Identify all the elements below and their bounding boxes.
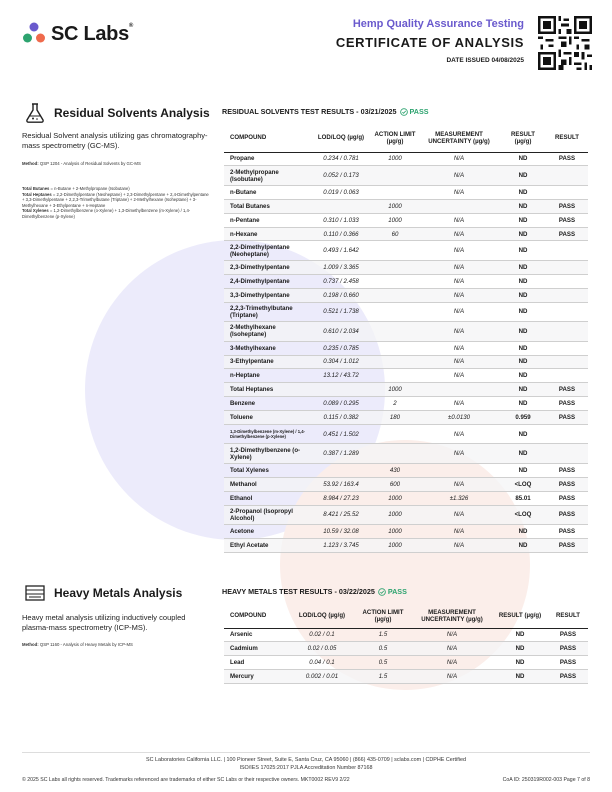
compound-cell: 2,3-Dimethylpentane bbox=[224, 260, 310, 274]
residual-solvents-heading: Residual Solvents Analysis bbox=[24, 102, 210, 124]
compound-cell: 1,3-Dimethylbenzene (m-Xylene) / 1,4-Dimethylbenzene (p-Xylene) bbox=[224, 424, 310, 444]
compound-cell: 2,4-Dimethylpentane bbox=[224, 274, 310, 288]
solvents-description: Residual Solvent analysis utilizing gas chromatography-mass spectrometry (GC-MS). bbox=[22, 131, 208, 150]
compound-cell: Mercury bbox=[224, 670, 290, 684]
table-row bbox=[224, 199, 588, 213]
uncertainty-cell: N/A bbox=[418, 274, 500, 288]
result-value-cell: ND bbox=[500, 424, 546, 444]
lodloq-cell: 0.04 / 0.1 bbox=[290, 656, 354, 670]
total-heptanes-def: Total Heptanes = 2,2-Dimethylpentane (Neoheptane) + 2,3-Dimethylpentane + 2,4-Dimethylpentane + 3,3-Dimethylpentane + 2,2,3-Trimethylbutane (Triptane) + 2-Methylhexane (Isoheptane) + 3-Methylhexane + 3-Ethylpentane + n-Heptane bbox=[22, 191, 209, 208]
compound-cell: Total Heptanes bbox=[224, 383, 310, 397]
result-value-cell: 0.959 bbox=[500, 411, 546, 425]
col-result-value: RESULT (µg/g) bbox=[498, 612, 542, 620]
col-result-status: RESULT bbox=[555, 134, 579, 142]
compound-cell: 2,2,3-Trimethylbutane (Triptane) bbox=[224, 302, 310, 322]
lodloq-cell: 1.123 / 3.745 bbox=[310, 539, 372, 553]
action-limit-cell: 1.5 bbox=[354, 628, 412, 642]
result-value-cell: ND bbox=[500, 444, 546, 464]
table-row bbox=[224, 463, 588, 477]
result-value-cell: ND bbox=[500, 383, 546, 397]
table-row bbox=[224, 411, 588, 425]
metals-results-heading: HEAVY METALS TEST RESULTS - 03/22/2025 PASS bbox=[222, 587, 407, 596]
uncertainty-cell: N/A bbox=[418, 444, 500, 464]
flask-icon bbox=[24, 102, 46, 124]
result-value-cell: ND bbox=[500, 166, 546, 186]
table-row bbox=[224, 152, 588, 166]
qr-code-icon[interactable] bbox=[538, 16, 592, 70]
result-value-cell: ND bbox=[500, 199, 546, 213]
result-status-cell bbox=[546, 369, 588, 383]
table-row bbox=[224, 322, 588, 342]
uncertainty-cell bbox=[418, 383, 500, 397]
check-circle-icon bbox=[378, 588, 386, 596]
result-value-cell: <LOQ bbox=[500, 477, 546, 491]
date-issued: DATE ISSUED 04/08/2025 bbox=[446, 57, 524, 64]
action-limit-cell: 1000 bbox=[372, 539, 418, 553]
result-status-cell: PASS bbox=[548, 670, 588, 684]
metal-bars-icon bbox=[24, 584, 46, 602]
uncertainty-cell: N/A bbox=[418, 477, 500, 491]
result-value-cell: ND bbox=[500, 463, 546, 477]
col-compound: COMPOUND bbox=[230, 612, 267, 620]
table-row bbox=[224, 369, 588, 383]
result-status-cell: PASS bbox=[546, 411, 588, 425]
lodloq-cell: 8.984 / 27.23 bbox=[310, 491, 372, 505]
uncertainty-cell: N/A bbox=[418, 152, 500, 166]
result-value-cell: ND bbox=[500, 322, 546, 342]
uncertainty-cell: N/A bbox=[418, 302, 500, 322]
table-row bbox=[224, 656, 588, 670]
heavy-metals-heading: Heavy Metals Analysis bbox=[24, 584, 182, 602]
uncertainty-cell: N/A bbox=[418, 166, 500, 186]
heavy-metals-table bbox=[224, 604, 588, 684]
table-row bbox=[224, 525, 588, 539]
result-status-cell: PASS bbox=[546, 491, 588, 505]
action-limit-cell: 1000 bbox=[372, 383, 418, 397]
residual-solvents-table bbox=[224, 124, 588, 553]
lodloq-cell: 0.115 / 0.382 bbox=[310, 411, 372, 425]
footer-divider bbox=[22, 752, 590, 753]
solvents-results-heading: RESIDUAL SOLVENTS TEST RESULTS - 03/21/2025 PASS bbox=[222, 107, 429, 116]
result-status-cell bbox=[546, 260, 588, 274]
lodloq-cell: 10.59 / 32.08 bbox=[310, 525, 372, 539]
compound-cell: Cadmium bbox=[224, 642, 290, 656]
uncertainty-cell: N/A bbox=[418, 241, 500, 261]
compound-cell: 3-Ethylpentane bbox=[224, 355, 310, 369]
metals-method: Method: QSP 1160 - Analysis of Heavy Metals by ICP-MS bbox=[22, 642, 133, 647]
result-value-cell: 85.01 bbox=[500, 491, 546, 505]
action-limit-cell bbox=[372, 302, 418, 322]
table-row bbox=[224, 227, 588, 241]
result-value-cell: ND bbox=[500, 525, 546, 539]
compound-cell: Ethyl Acetate bbox=[224, 539, 310, 553]
lodloq-cell: 0.02 / 0.1 bbox=[290, 628, 354, 642]
solvents-pass-badge: PASS bbox=[400, 107, 429, 116]
compound-cell: n-Hexane bbox=[224, 227, 310, 241]
uncertainty-cell: N/A bbox=[412, 670, 492, 684]
result-status-cell: PASS bbox=[546, 525, 588, 539]
footer-coa-id: CoA ID: 250319R002-003 Page 7 of 8 bbox=[502, 777, 590, 783]
result-value-cell: ND bbox=[492, 642, 548, 656]
result-status-cell bbox=[546, 166, 588, 186]
uncertainty-cell: N/A bbox=[418, 355, 500, 369]
result-value-cell: ND bbox=[500, 260, 546, 274]
table-row bbox=[224, 424, 588, 444]
table-row bbox=[224, 302, 588, 322]
action-limit-cell: 1000 bbox=[372, 505, 418, 525]
result-value-cell: ND bbox=[492, 656, 548, 670]
uncertainty-cell: N/A bbox=[418, 397, 500, 411]
action-limit-cell: 1000 bbox=[372, 491, 418, 505]
result-value-cell: ND bbox=[492, 670, 548, 684]
uncertainty-cell: N/A bbox=[418, 525, 500, 539]
logo-text: SC Labs® bbox=[51, 22, 134, 45]
uncertainty-cell: N/A bbox=[418, 369, 500, 383]
lodloq-cell bbox=[310, 199, 372, 213]
lodloq-cell: 0.521 / 1.738 bbox=[310, 302, 372, 322]
header-subtitle: Hemp Quality Assurance Testing bbox=[352, 18, 524, 30]
uncertainty-cell: N/A bbox=[418, 322, 500, 342]
logo-mark-icon bbox=[22, 22, 46, 46]
lodloq-cell: 0.304 / 1.012 bbox=[310, 355, 372, 369]
result-value-cell: ND bbox=[500, 302, 546, 322]
table-row bbox=[224, 260, 588, 274]
compound-cell: 3-Methylhexane bbox=[224, 341, 310, 355]
table-row bbox=[224, 539, 588, 553]
action-limit-cell: 0.5 bbox=[354, 642, 412, 656]
result-value-cell: ND bbox=[500, 341, 546, 355]
result-value-cell: <LOQ bbox=[500, 505, 546, 525]
result-value-cell: ND bbox=[500, 152, 546, 166]
action-limit-cell: 1000 bbox=[372, 199, 418, 213]
result-value-cell: ND bbox=[500, 213, 546, 227]
uncertainty-cell: N/A bbox=[418, 539, 500, 553]
action-limit-cell bbox=[372, 166, 418, 186]
uncertainty-cell bbox=[418, 463, 500, 477]
compound-cell: Ethanol bbox=[224, 491, 310, 505]
compound-cell: Lead bbox=[224, 656, 290, 670]
uncertainty-cell: N/A bbox=[418, 424, 500, 444]
result-status-cell bbox=[546, 241, 588, 261]
result-status-cell bbox=[546, 185, 588, 199]
action-limit-cell bbox=[372, 444, 418, 464]
lodloq-cell: 0.610 / 2.034 bbox=[310, 322, 372, 342]
result-value-cell: ND bbox=[500, 539, 546, 553]
totals-definitions bbox=[22, 186, 212, 220]
result-status-cell: PASS bbox=[546, 505, 588, 525]
action-limit-cell bbox=[372, 260, 418, 274]
header-titles bbox=[336, 18, 524, 50]
check-circle-icon bbox=[400, 108, 408, 116]
compound-cell: n-Heptane bbox=[224, 369, 310, 383]
uncertainty-cell: N/A bbox=[412, 642, 492, 656]
uncertainty-cell: N/A bbox=[418, 185, 500, 199]
table-row bbox=[224, 670, 588, 684]
total-xylenes-def: Total Xylenes = 1,2-Dimethylbenzene (o-Xylene) + 1,3-Dimethylbenzene (m-Xylene) / 1,4-Dimethylbenzene (p-Xylene) bbox=[22, 208, 191, 219]
uncertainty-cell: ±1.326 bbox=[418, 491, 500, 505]
lodloq-cell: 1.009 / 3.365 bbox=[310, 260, 372, 274]
compound-cell: Arsenic bbox=[224, 628, 290, 642]
compound-cell: Acetone bbox=[224, 525, 310, 539]
uncertainty-cell bbox=[418, 199, 500, 213]
lodloq-cell: 0.019 / 0.063 bbox=[310, 185, 372, 199]
action-limit-cell bbox=[372, 185, 418, 199]
action-limit-cell bbox=[372, 241, 418, 261]
compound-cell: Toluene bbox=[224, 411, 310, 425]
action-limit-cell bbox=[372, 424, 418, 444]
compound-cell: n-Butane bbox=[224, 185, 310, 199]
action-limit-cell bbox=[372, 369, 418, 383]
result-status-cell: PASS bbox=[546, 397, 588, 411]
lodloq-cell: 0.737 / 2.458 bbox=[310, 274, 372, 288]
result-status-cell: PASS bbox=[548, 642, 588, 656]
result-value-cell: ND bbox=[500, 369, 546, 383]
result-status-cell: PASS bbox=[548, 656, 588, 670]
lodloq-cell: 0.110 / 0.366 bbox=[310, 227, 372, 241]
metals-description: Heavy metal analysis utilizing inductively coupled plasma-mass spectrometry (ICP-MS). bbox=[22, 613, 186, 632]
lodloq-cell: 0.02 / 0.05 bbox=[290, 642, 354, 656]
compound-cell: Total Butanes bbox=[224, 199, 310, 213]
result-status-cell: PASS bbox=[546, 199, 588, 213]
lodloq-cell bbox=[310, 383, 372, 397]
col-action-limit: ACTION LIMIT (µg/g) bbox=[362, 608, 404, 623]
lodloq-cell: 0.089 / 0.295 bbox=[310, 397, 372, 411]
result-value-cell: ND bbox=[500, 397, 546, 411]
result-status-cell: PASS bbox=[546, 227, 588, 241]
sc-labs-logo bbox=[22, 22, 133, 46]
uncertainty-cell: N/A bbox=[418, 260, 500, 274]
result-status-cell: PASS bbox=[546, 383, 588, 397]
uncertainty-cell: N/A bbox=[418, 288, 500, 302]
compound-cell: 2-Methylhexane (Isoheptane) bbox=[224, 322, 310, 342]
action-limit-cell bbox=[372, 341, 418, 355]
result-status-cell bbox=[546, 302, 588, 322]
action-limit-cell: 1000 bbox=[372, 525, 418, 539]
header-title: CERTIFICATE OF ANALYSIS bbox=[335, 35, 524, 50]
lodloq-cell: 0.451 / 1.502 bbox=[310, 424, 372, 444]
result-status-cell bbox=[546, 444, 588, 464]
table-row bbox=[224, 166, 588, 186]
col-compound: COMPOUND bbox=[230, 134, 267, 142]
compound-cell: 3,3-Dimethylpentane bbox=[224, 288, 310, 302]
compound-cell: n-Pentane bbox=[224, 213, 310, 227]
compound-cell: 2-Methylpropane (Isobutane) bbox=[224, 166, 310, 186]
result-status-cell: PASS bbox=[546, 463, 588, 477]
result-status-cell bbox=[546, 355, 588, 369]
table-row bbox=[224, 355, 588, 369]
table-row bbox=[224, 397, 588, 411]
action-limit-cell: 600 bbox=[372, 477, 418, 491]
total-butanes-def: Total Butanes = n-Butane + 2-Methylpropane (Isobutane) bbox=[22, 186, 130, 191]
uncertainty-cell: ±0.0130 bbox=[418, 411, 500, 425]
table-row bbox=[224, 505, 588, 525]
lodloq-cell: 0.235 / 0.785 bbox=[310, 341, 372, 355]
table-row bbox=[224, 274, 588, 288]
lodloq-cell: 13.12 / 43.72 bbox=[310, 369, 372, 383]
action-limit-cell bbox=[372, 288, 418, 302]
table-row bbox=[224, 628, 588, 642]
compound-cell: 2-Propanol (Isopropyl Alcohol) bbox=[224, 505, 310, 525]
result-status-cell bbox=[546, 288, 588, 302]
result-status-cell: PASS bbox=[546, 539, 588, 553]
col-result-value: RESULT (µg/g) bbox=[511, 130, 535, 145]
col-uncertainty: MEASUREMENT UNCERTAINTY (µg/g) bbox=[421, 608, 483, 623]
action-limit-cell: 180 bbox=[372, 411, 418, 425]
compound-cell: Total Xylenes bbox=[224, 463, 310, 477]
footer-copyright: © 2025 SC Labs all rights reserved. Trademarks referenced are trademarks of either SC Labs or their respective owners. MKT0002 REV9 2/22 bbox=[22, 777, 350, 783]
lodloq-cell: 53.92 / 163.4 bbox=[310, 477, 372, 491]
result-status-cell bbox=[546, 341, 588, 355]
uncertainty-cell: N/A bbox=[412, 656, 492, 670]
result-value-cell: ND bbox=[500, 355, 546, 369]
action-limit-cell: 1.5 bbox=[354, 670, 412, 684]
action-limit-cell bbox=[372, 274, 418, 288]
table-row bbox=[224, 491, 588, 505]
lodloq-cell: 0.493 / 1.642 bbox=[310, 241, 372, 261]
result-status-cell bbox=[546, 322, 588, 342]
result-value-cell: ND bbox=[492, 628, 548, 642]
action-limit-cell: 430 bbox=[372, 463, 418, 477]
result-status-cell: PASS bbox=[546, 152, 588, 166]
table-header-row bbox=[224, 604, 588, 628]
table-row bbox=[224, 213, 588, 227]
result-status-cell: PASS bbox=[546, 477, 588, 491]
compound-cell: 1,2-Dimethylbenzene (o-Xylene) bbox=[224, 444, 310, 464]
action-limit-cell: 0.5 bbox=[354, 656, 412, 670]
action-limit-cell bbox=[372, 355, 418, 369]
result-status-cell bbox=[546, 424, 588, 444]
col-action-limit: ACTION LIMIT (µg/g) bbox=[374, 130, 416, 145]
table-row bbox=[224, 241, 588, 261]
col-lodloq: LOD/LOQ (µg/g) bbox=[298, 612, 346, 620]
action-limit-cell: 1000 bbox=[372, 152, 418, 166]
compound-cell: Propane bbox=[224, 152, 310, 166]
lodloq-cell: 0.387 / 1.289 bbox=[310, 444, 372, 464]
table-row bbox=[224, 185, 588, 199]
compound-cell: Benzene bbox=[224, 397, 310, 411]
lodloq-cell: 0.198 / 0.660 bbox=[310, 288, 372, 302]
uncertainty-cell: N/A bbox=[418, 227, 500, 241]
table-row bbox=[224, 477, 588, 491]
result-value-cell: ND bbox=[500, 227, 546, 241]
lodloq-cell: 0.002 / 0.01 bbox=[290, 670, 354, 684]
result-status-cell bbox=[546, 274, 588, 288]
result-status-cell: PASS bbox=[546, 213, 588, 227]
action-limit-cell bbox=[372, 322, 418, 342]
result-status-cell: PASS bbox=[548, 628, 588, 642]
table-row bbox=[224, 383, 588, 397]
result-value-cell: ND bbox=[500, 274, 546, 288]
result-value-cell: ND bbox=[500, 241, 546, 261]
col-lodloq: LOD/LOQ (µg/g) bbox=[317, 134, 365, 142]
uncertainty-cell: N/A bbox=[418, 341, 500, 355]
result-value-cell: ND bbox=[500, 185, 546, 199]
lodloq-cell: 8.421 / 25.52 bbox=[310, 505, 372, 525]
lodloq-cell bbox=[310, 463, 372, 477]
lodloq-cell: 0.234 / 0.781 bbox=[310, 152, 372, 166]
lodloq-cell: 0.052 / 0.173 bbox=[310, 166, 372, 186]
action-limit-cell: 1000 bbox=[372, 213, 418, 227]
action-limit-cell: 60 bbox=[372, 227, 418, 241]
action-limit-cell: 2 bbox=[372, 397, 418, 411]
table-row bbox=[224, 642, 588, 656]
table-row bbox=[224, 444, 588, 464]
uncertainty-cell: N/A bbox=[418, 213, 500, 227]
metals-pass-badge: PASS bbox=[378, 587, 407, 596]
lodloq-cell: 0.310 / 1.033 bbox=[310, 213, 372, 227]
footer-address: SC Laboratories California LLC. | 100 Pioneer Street, Suite E, Santa Cruz, CA 95060 | (866) 435-0709 | sclabs.com | CDPHE Certified ISO/IES 17025:2017 PJLA Accreditation Number 87168 bbox=[146, 757, 466, 771]
table-row bbox=[224, 341, 588, 355]
table-header-row bbox=[224, 124, 588, 152]
col-result-status: RESULT bbox=[556, 612, 580, 620]
uncertainty-cell: N/A bbox=[418, 505, 500, 525]
result-value-cell: ND bbox=[500, 288, 546, 302]
compound-cell: 2,2-Dimethylpentane (Neoheptane) bbox=[224, 241, 310, 261]
solvents-method: Method: QSP 1204 - Analysis of Residual Solvents by GC-MS bbox=[22, 161, 141, 166]
compound-cell: Methanol bbox=[224, 477, 310, 491]
uncertainty-cell: N/A bbox=[412, 628, 492, 642]
col-uncertainty: MEASUREMENT UNCERTAINTY (µg/g) bbox=[428, 130, 490, 145]
table-row bbox=[224, 288, 588, 302]
